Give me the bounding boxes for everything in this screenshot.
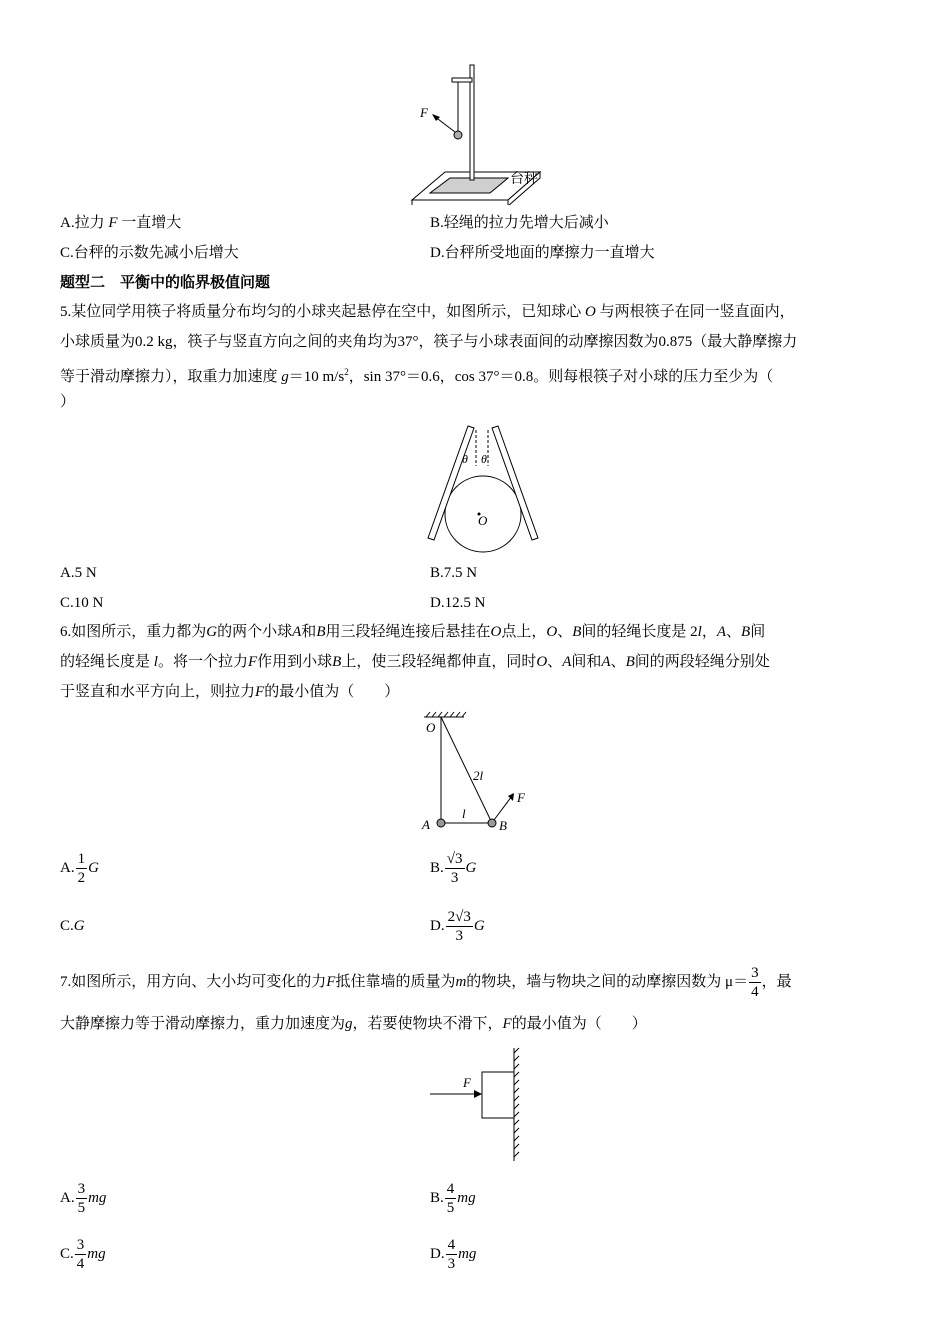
q7-option-a: A. $\frac{3}{5}$ mg	[60, 1181, 107, 1217]
q7-line1: 7.如图所示，用方向、大小均可变化的力F抵住靠墙的质量为m的物块，墙与物块之间的动摩擦因数为 μ＝ $\frac{3}{4}$ ，最	[60, 965, 792, 1001]
q6-line3: 于竖直和水平方向上，则拉力F的最小值为（ ）	[60, 684, 400, 700]
q5-option-a: A.5 N	[60, 565, 97, 581]
q6-line2: 的轻绳长度是 l。将一个拉力F作用到小球B上，使三段轻绳都伸直，同时O、A间和A、B间的两段轻绳分别处	[60, 654, 770, 670]
q6-figure-F: F	[517, 790, 525, 805]
q6-figure-A: A	[422, 817, 430, 832]
q6-figure-len-OB: 2l	[473, 768, 484, 783]
q5-figure-theta-left: θ	[462, 452, 468, 466]
figure-chopsticks-ball	[420, 422, 540, 557]
q4-option-a: A.拉力 F 一直增大	[60, 215, 182, 231]
q6-option-d: D. $\frac{2√3}{3}$ G	[430, 909, 485, 945]
q7-option-d: D. $\frac{4}{3}$ mg	[430, 1237, 477, 1273]
q7-line2: 大静摩擦力等于滑动摩擦力，重力加速度为g，若要使物块不滑下，F的最小值为（ ）	[60, 1016, 647, 1032]
q5-line4: ）	[60, 394, 76, 410]
q6-option-b: B. $\frac{√3}{3}$ G	[430, 851, 477, 887]
q4-option-b: B.轻绳的拉力先增大后减小	[430, 215, 609, 231]
q7-option-b: B. $\frac{4}{5}$ mg	[430, 1181, 476, 1217]
figure1-label-scale: 台秤	[510, 172, 538, 187]
q4-option-c: C.台秤的示数先减小后增大	[60, 245, 239, 261]
figure-block-wall	[425, 1045, 525, 1165]
q5-line1: 5.某位同学用筷子将质量分布均匀的小球夹起悬停在空中，如图所示，已知球心 O 与两根筷子在同一竖直面内，	[60, 304, 795, 320]
q6-option-c: C.G	[60, 918, 85, 934]
q6-figure-len-AB: l	[462, 806, 466, 821]
q5-figure-center-O: O	[478, 513, 488, 528]
q5-option-c: C.10 N	[60, 595, 104, 611]
q7-mu-fraction: $\frac{3}{4}$	[751, 965, 759, 1001]
q4-option-d: D.台秤所受地面的摩擦力一直增大	[430, 245, 655, 261]
q6-figure-O: O	[426, 720, 436, 735]
q5-figure-theta-right: θ	[481, 452, 487, 466]
q5-line3: 等于滑动摩擦力），取重力加速度 g＝10 $m/s^2$，sin 37°＝0.6，cos 37°＝0.8。则每根筷子对小球的压力至少为（	[60, 367, 774, 385]
figure-two-balls	[418, 710, 538, 838]
q5-option-b: B.7.5 N	[430, 565, 478, 581]
section-heading: 题型二 平衡中的临界极值问题	[60, 275, 271, 291]
q6-figure-B: B	[499, 818, 507, 833]
q7-option-c: C. $\frac{3}{4}$ mg	[60, 1237, 106, 1273]
q5-option-d: D.12.5 N	[430, 595, 486, 611]
figure1-label-F: F	[420, 105, 428, 120]
figure-scale-pendulum	[400, 60, 560, 205]
q6-option-a: A. $\frac{1}{2}$ G	[60, 851, 99, 887]
q6-line1: 6.如图所示，重力都为G的两个小球A和B用三段轻绳连接后悬挂在O点上，O、B间的轻绳长度是 2l，A、B间	[60, 624, 766, 640]
q5-line2: 小球质量为0.2 kg，筷子与竖直方向之间的夹角均为37°，筷子与小球表面间的动摩擦因数为0.875（最大静摩擦力	[60, 334, 798, 350]
q7-figure-F: F	[463, 1075, 471, 1090]
